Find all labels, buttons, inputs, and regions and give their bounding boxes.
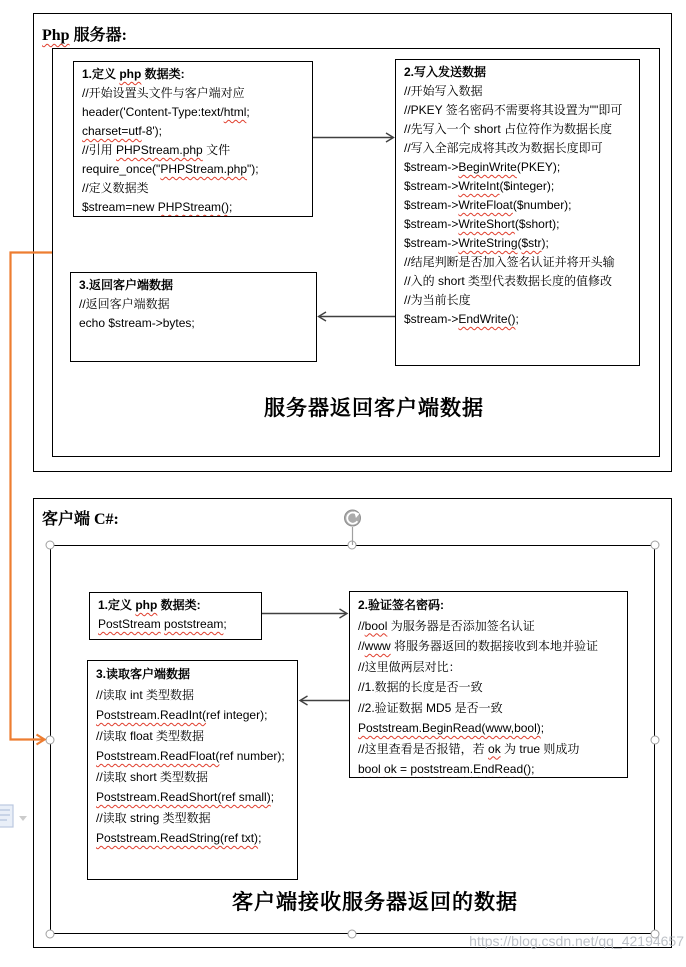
dropdown-caret-icon — [19, 816, 27, 821]
text-segment: 数据类: — [141, 67, 185, 81]
client-box-define-class[interactable] — [89, 592, 262, 640]
text-segment: ; — [258, 831, 262, 845]
text-segment: //写入全部完成将其改为数据长度即可 — [404, 141, 603, 155]
code-line — [404, 291, 631, 310]
misspelled-text: PHPStream.php — [160, 162, 248, 176]
client-section-title — [42, 506, 119, 529]
misspelled-text: Php — [42, 27, 70, 44]
code-line — [404, 101, 631, 120]
server-box-return-data[interactable] — [70, 272, 317, 362]
misspelled-text: html — [223, 105, 247, 119]
client-caption: 客户端接收服务器返回的数据 — [232, 890, 518, 914]
text-segment: 为 true 则成功 — [500, 741, 580, 756]
text-segment: //1.数据的长度是否一致 — [358, 680, 483, 694]
code-line — [82, 141, 304, 160]
text-segment: echo $stream->bytes; — [79, 316, 195, 330]
text-segment: 2.写入发送数据 — [404, 65, 487, 79]
misspelled-text: EndWrite() — [458, 312, 516, 326]
code-line — [79, 295, 308, 314]
misspelled-text: WriteInt — [458, 179, 500, 193]
box-heading — [82, 65, 304, 84]
text-segment: 服务器: — [69, 27, 127, 44]
text-segment: ; — [540, 721, 545, 735]
misspelled-text: poststream — [164, 617, 224, 631]
code-line — [404, 139, 631, 158]
text-segment: $stream-> — [404, 217, 459, 231]
misspelled-text: Poststream.ReadShort(ref small) — [96, 790, 271, 804]
code-line — [404, 253, 631, 272]
text-segment: ; — [246, 105, 250, 119]
box-heading — [404, 63, 631, 82]
client-box-verify-signature[interactable] — [349, 591, 628, 778]
text-segment: ; — [515, 312, 519, 326]
code-line — [96, 828, 289, 849]
text-segment: ($number); — [512, 198, 572, 212]
text-segment: ); — [541, 236, 549, 250]
text-segment: $stream-> — [404, 236, 459, 250]
code-line — [96, 808, 289, 829]
text-segment: ($integer); — [499, 179, 555, 193]
misspelled-text: WriteString — [458, 236, 518, 250]
text-segment: ref number); — [219, 749, 285, 763]
text-segment: //这里做两层对比： — [358, 659, 461, 674]
text-segment: //入的 short 类型代表数据长度的值修改 — [404, 274, 613, 288]
selection-handle-top-right[interactable] — [651, 541, 660, 550]
code-line — [79, 314, 308, 333]
misspelled-text: $str — [521, 236, 542, 250]
box-heading — [79, 276, 308, 295]
text-segment: //为当前长度 — [404, 293, 471, 307]
misspelled-text: www — [364, 639, 391, 653]
code-line — [404, 310, 631, 329]
text-segment: 数据类: — [157, 598, 201, 612]
text-segment: ; — [229, 200, 233, 214]
text-segment: ; — [270, 790, 275, 804]
code-line — [96, 705, 289, 726]
box-heading — [358, 595, 619, 616]
misspelled-text: php — [135, 598, 158, 612]
text-segment: 2.验证签名密码: — [358, 598, 445, 612]
server-caption: 服务器返回客户端数据 — [264, 396, 484, 420]
misspelled-text: php — [119, 67, 142, 81]
misspelled-text: PHPStream() — [157, 200, 230, 214]
text-segment: header('Content-Type:text/ — [82, 105, 224, 119]
text-segment: "); — [247, 162, 259, 176]
misspelled-text: charset=utf — [82, 124, 142, 138]
text-segment: //这里查看是否报错，若 — [358, 741, 489, 756]
selection-handle-top-middle[interactable] — [348, 541, 357, 550]
selection-handle-bottom-left[interactable] — [46, 930, 55, 939]
text-segment: //引用 — [82, 143, 117, 157]
text-segment: //2.验证数据 MD5 是否一致 — [358, 700, 503, 715]
code-line — [358, 636, 619, 657]
server-box-write-data[interactable] — [395, 59, 640, 366]
code-line — [358, 657, 619, 678]
code-line — [358, 616, 619, 637]
text-segment: -8'); — [141, 124, 162, 138]
selection-handle-right-middle[interactable] — [651, 735, 660, 744]
code-line — [404, 120, 631, 139]
text-segment: 3.返回客户端数据 — [79, 278, 174, 292]
text-segment: //返回客户端数据 — [79, 297, 170, 311]
code-line — [404, 196, 631, 215]
text-segment: 1.定义 — [98, 598, 136, 612]
server-section-title — [42, 22, 127, 45]
misspelled-text: WriteFloat — [458, 198, 513, 212]
text-segment: //PKEY 签名密码不需要将其设置为""即可 — [404, 103, 623, 117]
text-segment: //开始写入数据 — [404, 84, 483, 98]
code-line — [404, 177, 631, 196]
text-segment: ref integer); — [206, 708, 268, 722]
code-line — [96, 726, 289, 747]
code-line — [82, 84, 304, 103]
misspelled-text: Poststream.BeginRead(www,bool) — [358, 721, 541, 735]
code-line — [82, 198, 304, 217]
text-segment: 客户端 C#: — [42, 511, 119, 528]
text-segment: //先写入一个 short 占位符作为数据长度 — [404, 122, 613, 136]
text-segment: 3.读取客户端数据 — [96, 667, 191, 681]
misspelled-text: Poststream.ReadFloat( — [96, 749, 220, 763]
text-segment: $stream-> — [404, 179, 459, 193]
misspelled-text: bool — [364, 618, 388, 633]
code-line — [404, 82, 631, 101]
text-segment: //结尾判断是否加入签名认证并将开头输 — [404, 255, 615, 269]
text-segment: 将服务器返回的数据接收到本地并验证 — [390, 639, 599, 653]
text-segment: // — [358, 639, 365, 653]
text-segment: require_once(" — [82, 162, 161, 176]
text-segment: = — [396, 762, 411, 776]
code-line — [404, 158, 631, 177]
text-segment: //读取 short 类型数据 — [96, 769, 209, 784]
text-segment: $stream=new — [82, 200, 158, 214]
code-line — [358, 677, 619, 698]
text-segment: $stream-> — [404, 312, 459, 326]
text-segment: //定义数据类 — [82, 181, 149, 195]
code-line — [96, 787, 289, 808]
code-line — [358, 759, 619, 778]
text-segment: ($short); — [514, 217, 560, 231]
misspelled-text: Poststream.ReadInt( — [96, 708, 207, 722]
selection-handle-top-left[interactable] — [46, 541, 55, 550]
text-segment: ( — [517, 236, 522, 250]
misspelled-text: bool ok — [358, 762, 397, 776]
text-segment: (PKEY); — [516, 160, 561, 174]
client-box-read-data[interactable] — [87, 660, 298, 880]
code-line — [358, 739, 619, 760]
misspelled-text: Poststream.ReadString(ref txt) — [96, 831, 259, 845]
code-line — [96, 685, 289, 706]
text-segment: ; — [223, 617, 227, 631]
text-segment: 为服务器是否添加签名认证 — [387, 618, 535, 633]
text-segment: // — [358, 618, 365, 633]
misspelled-text: BeginWrite — [458, 160, 517, 174]
text-segment: ; — [531, 762, 535, 776]
text-segment: $stream-> — [404, 198, 459, 212]
text-segment: //读取 int 类型数据 — [96, 687, 195, 702]
text-segment: //读取 float 类型数据 — [96, 728, 205, 743]
paste-options-icon[interactable] — [0, 805, 27, 827]
selection-handle-bottom-middle[interactable] — [348, 930, 357, 939]
misspelled-text: WriteShort — [458, 217, 515, 231]
text-segment: 文件 — [202, 143, 231, 157]
server-box-define-class[interactable] — [73, 61, 313, 217]
code-line — [82, 122, 304, 141]
text-segment: $stream-> — [404, 160, 459, 174]
code-line — [82, 160, 304, 179]
box-heading — [98, 596, 253, 615]
code-line — [358, 718, 619, 739]
code-line — [404, 234, 631, 253]
misspelled-text: PHPStream.php — [116, 143, 203, 157]
text-segment: //开始设置头文件与客户端对应 — [82, 86, 245, 100]
box-heading — [96, 664, 289, 685]
text-segment: 1.定义 — [82, 67, 120, 81]
code-line — [98, 615, 253, 634]
code-line — [404, 215, 631, 234]
watermark: https://blog.csdn.net/qq_42194657 — [469, 933, 684, 949]
code-line — [96, 746, 289, 767]
misspelled-text: PostStream — [98, 617, 161, 631]
text-segment: //读取 string 类型数据 — [96, 810, 211, 825]
code-line — [96, 767, 289, 788]
misspelled-text: poststream.EndRead() — [410, 762, 532, 776]
code-line — [82, 103, 304, 122]
misspelled-text: ok — [488, 741, 501, 756]
code-line — [404, 272, 631, 291]
code-line — [82, 179, 304, 198]
selection-handle-left-middle[interactable] — [46, 735, 55, 744]
code-line — [358, 698, 619, 719]
